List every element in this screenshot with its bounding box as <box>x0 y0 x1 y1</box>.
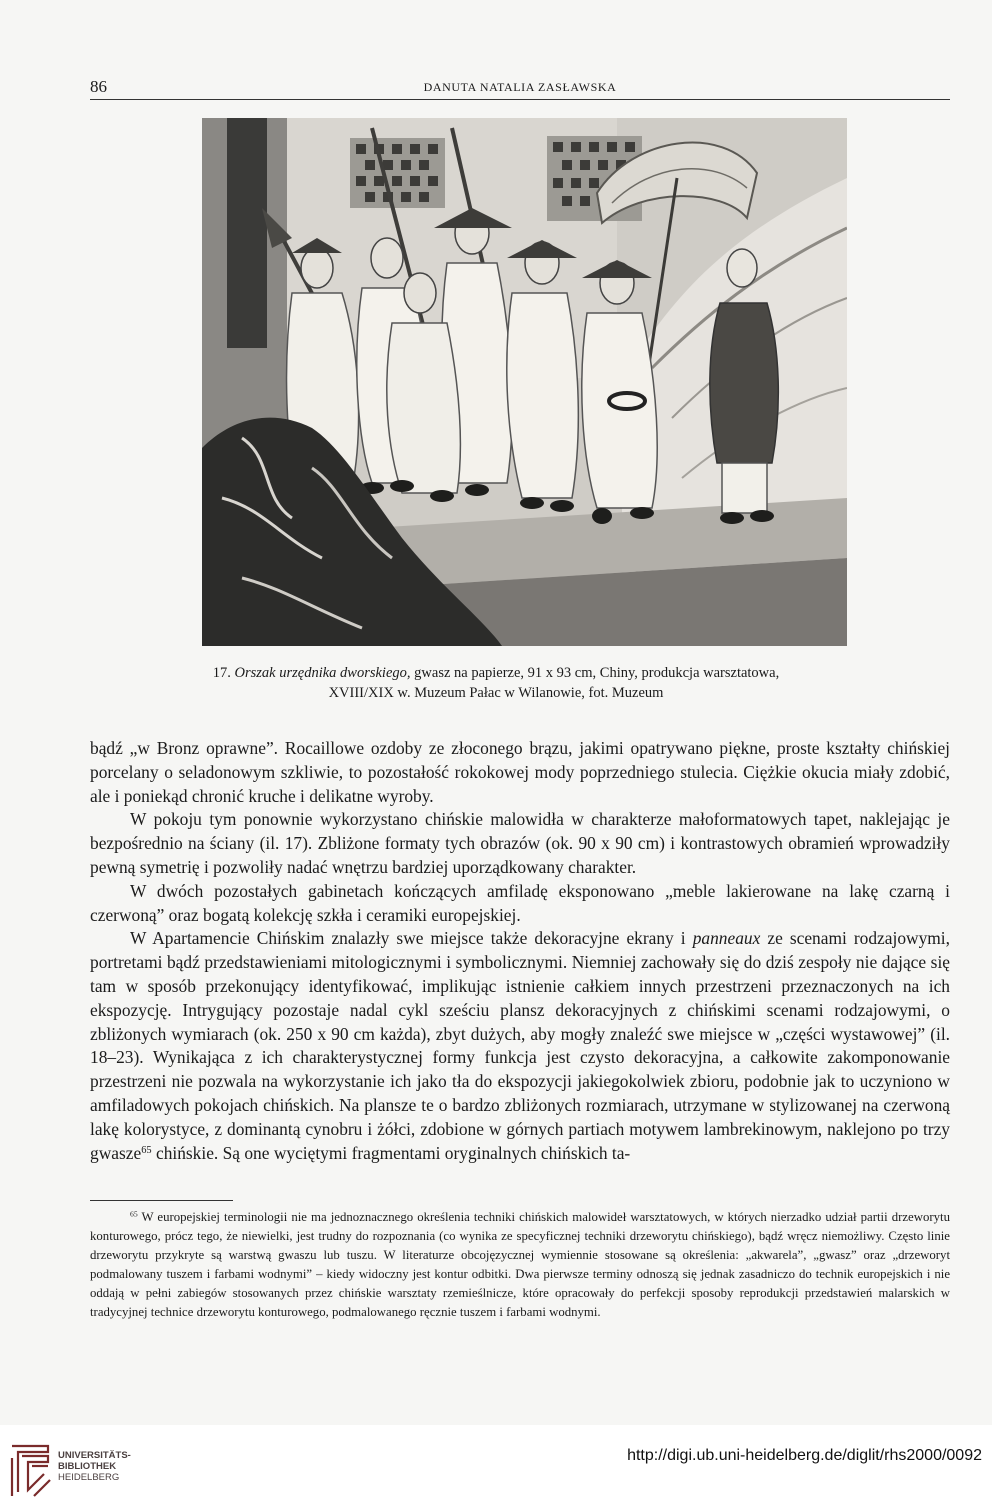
footnote-separator <box>90 1200 233 1201</box>
caption-number: 17. <box>212 665 231 681</box>
caption-details: gwasz na papierze, 91 x 93 cm, Chiny, produkcja warsztatowa, <box>410 665 780 681</box>
footnote-number: 65 <box>130 1209 138 1219</box>
library-name-line-3: HEIDELBERG <box>58 1472 120 1483</box>
caption-title: Orszak urzędnika dworskiego, <box>234 665 411 681</box>
paragraph-4-part-c: chińskie. Są one wyciętymi fragmentami oryginalnych chińskich ta- <box>151 1142 631 1163</box>
paragraph-3: W dwóch pozostałych gabinetach kończących amfiladę eksponowano „meble lakierowane na lakę czarną i czerwoną” oraz bogatą kolekcję szkła i ceramiki europejskiej. <box>90 880 950 925</box>
footnote-reference: 65 <box>141 1144 152 1156</box>
footnote <box>90 1208 950 1322</box>
footnote-text: W europejskiej terminologii nie ma jednoznacznego określenia techniki chińskich malowideł warsztatowych, w których nierzadko udział partii drzeworytu konturowego, prócz tego, że niewielki, jest trudny do rozpoznania (co wynika ze specyficznej techniki drzeworytu chińskiego), bądź wręcz niemożliwy. Często linie drzeworytu przykryte są warstwą gwaszu lub tuszu. W literaturze obcojęzycznej wymiennie stosowane są określenia: „akwarela”, „gwasz” oraz „drzeworyt podmalowany tuszem i farbami wodnymi” – kiedy widoczny jest kontur odbitki. Dwa pierwsze terminy odnoszą się jednak zasadniczo do technik europejskich i nie oddają w pełni zabiegów stosowanych przez chińskie warsztaty rzemieślnicze, które opracowały do perfekcji sposoby reprodukcji przedstawień malarskich w tradycyjnej technice drzeworytu konturowego, podmalowanego ręcznie tuszem i farbami wodnymi. <box>90 1210 950 1319</box>
library-logo-icon <box>8 1444 52 1498</box>
library-logo[interactable] <box>8 1444 208 1500</box>
page-number: 86 <box>90 77 107 96</box>
page-header <box>90 77 950 100</box>
running-head: DANUTA NATALIA ZASŁAWSKA <box>423 80 617 94</box>
paragraph-4 <box>90 927 950 1165</box>
lattice-window-left <box>350 138 445 208</box>
paragraph-1: bądź „w Bronz oprawne”. Rocaillowe ozdoby ze złoconego brązu, jakimi opatrywano piękne, proste kształty chińskiej porcelany o seladonowym szkliwie, to pozostałość rokokowej mody poprzedniego stulecia. Ciężkie okucia miały zdobić, ale i poniekąd chronić kruche i delikatne wyroby. <box>90 738 950 806</box>
figure-illustration <box>202 118 847 646</box>
caption-line-2: XVIII/XIX w. Muzeum Pałac w Wilanowie, fot. Muzeum <box>328 685 664 701</box>
paragraph-4-part-a: W Apartamencie Chińskim znalazły swe miejsce także dekoracyjne ekrany i <box>130 928 693 949</box>
procession-painting-image <box>202 118 847 646</box>
library-name-line-2: BIBLIOTHEK <box>58 1461 117 1472</box>
source-url-link[interactable]: http://digi.ub.uni-heidelberg.de/diglit/rhs2000/0092 <box>627 1447 982 1464</box>
main-text <box>90 737 950 1165</box>
paragraph-4-part-b: ze scenami rodzajowymi, portretami bądź przedstawieniami mitologicznymi i symbolicznymi. Niemniej zachowały się do dziś zespoły nie dające się tam w sposób przekonujący identyfikować, implikując istnienie całkiem innych przestrzeni przeznaczonych na ich ekspozycję. Intrygujący pozostaje nadal cykl sześciu plansz dekoracyjnych z chińskimi scenami rodzajowymi, o zbliżonych wymiarach (ok. 250 x 90 cm każda), zbyt dużych, aby mogły znaleźć swe miejsce w „części wystawowej” (il. 18–23). Wynikająca z ich charakterystycznej formy funkcja jest czysto dekoracyjna, a całkowite zakomponowanie przestrzeni nie pozwala na wykorzystanie ich jako tła do ekspozycji jakiegokolwiek zbioru, podobnie jak to uczyniono w amfiladowych pokojach chińskich. Na plansze te o bardzo zbliżonych rozmiarach, utrzymane w stylizowanej na czerwoną lakę kolorystyce, z dominantą cynobru i żółci, zdobione w górnych partiach motywem lambrekinowym, naklejono po trzy gwasze <box>90 928 950 1163</box>
paragraph-2: W pokoju tym ponownie wykorzystano chińskie malowidła w charakterze małoformatowych tapet, naklejając je bezpośrednio na ściany (il. 17). Zbliżone formaty tych obrazów (ok. 90 x 90 cm) i kontrastowych obramień wprowadziły pewną symetrię i pozwoliły nadać wnętrzu bardziej uporządkowany charakter. <box>90 809 950 877</box>
paragraph-4-italic-term: panneaux <box>692 928 761 949</box>
library-name-line-1: UNIVERSITÄTS- <box>58 1450 131 1461</box>
library-name <box>58 1450 131 1483</box>
figure-caption <box>130 663 862 703</box>
